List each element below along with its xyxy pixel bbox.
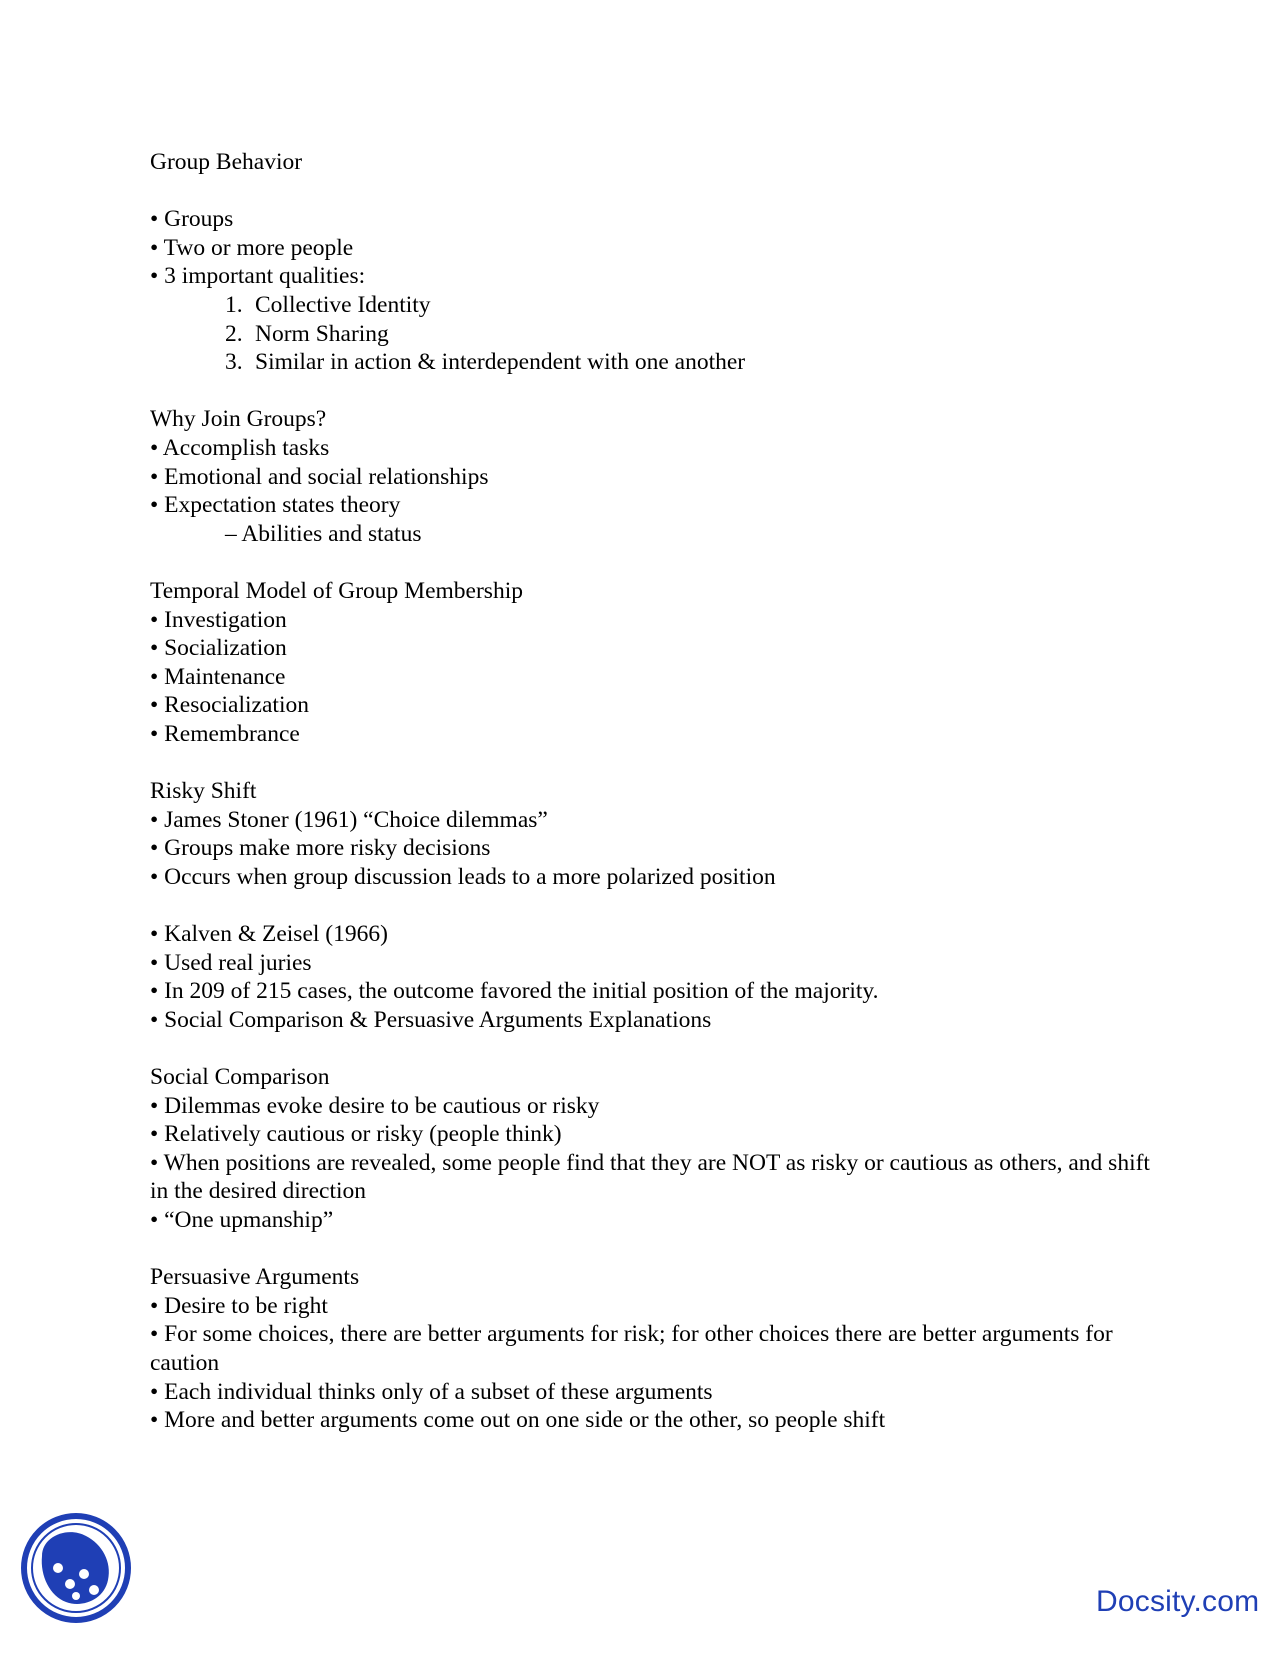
list-item: • For some choices, there are better arguments for risk; for other choices there are better arguments for caution (150, 1321, 1113, 1376)
numbered-item (150, 348, 1150, 377)
item-text: Similar in action & interdependent with one another (255, 349, 746, 376)
section-heading: Temporal Model of Group Membership (150, 577, 523, 604)
list-item: • Relatively cautious or risky (people think) (150, 1121, 562, 1148)
item-text: Norm Sharing (255, 320, 389, 347)
section-heading: Persuasive Arguments (150, 1264, 360, 1291)
list-item: • Kalven & Zeisel (1966) (150, 921, 388, 948)
list-item: • Investigation (150, 606, 287, 633)
item-number: 1. (225, 291, 243, 318)
list-item: • “One upmanship” (150, 1206, 334, 1233)
list-item: • Remembrance (150, 720, 300, 747)
list-item: • More and better arguments come out on one side or the other, so people shift (150, 1407, 886, 1434)
section-heading: Risky Shift (150, 778, 257, 805)
list-item: • Two or more people (150, 234, 354, 261)
list-item: • Expectation states theory (150, 492, 401, 519)
item-number: 3. (225, 349, 243, 376)
list-item: • Desire to be right (150, 1292, 328, 1319)
docsity-logo-icon[interactable] (20, 1512, 132, 1624)
list-item: • Each individual thinks only of a subset of these arguments (150, 1378, 713, 1405)
item-text: Collective Identity (255, 291, 431, 318)
list-item: • Groups make more risky decisions (150, 835, 491, 862)
section-heading: Social Comparison (150, 1064, 330, 1090)
list-item: • Occurs when group discussion leads to a more polarized position (150, 863, 776, 890)
list-item: • 3 important qualities: (150, 263, 366, 290)
list-item: • In 209 of 215 cases, the outcome favored the initial position of the majority. (150, 978, 879, 1005)
numbered-item (150, 291, 1150, 320)
docsity-logo-graphic (20, 1512, 132, 1624)
section-heading: Why Join Groups? (150, 406, 327, 433)
list-item: • Social Comparison & Persuasive Arguments Explanations (150, 1006, 712, 1033)
item-number: 2. (225, 320, 243, 347)
list-item: • Dilemmas evoke desire to be cautious or risky (150, 1092, 600, 1119)
list-item: • Resocialization (150, 692, 309, 719)
docsity-brand-link[interactable]: Docsity.com (1096, 1585, 1260, 1618)
list-item: • Groups (150, 206, 234, 233)
sub-item: – Abilities and status (225, 520, 422, 547)
doc-title: Group Behavior (150, 149, 303, 175)
list-item: • Accomplish tasks (150, 434, 330, 461)
list-item: • Maintenance (150, 663, 286, 690)
numbered-item (150, 320, 1150, 349)
list-item: • When positions are revealed, some people find that they are NOT as risky or cautious as others, and shift in the desired direction (150, 1149, 1150, 1205)
list-item: • Used real juries (150, 949, 312, 976)
list-item: • Emotional and social relationships (150, 463, 489, 490)
list-item: • James Stoner (1961) “Choice dilemmas” (150, 806, 548, 833)
document-body (150, 148, 1150, 1435)
list-item: • Socialization (150, 635, 287, 662)
